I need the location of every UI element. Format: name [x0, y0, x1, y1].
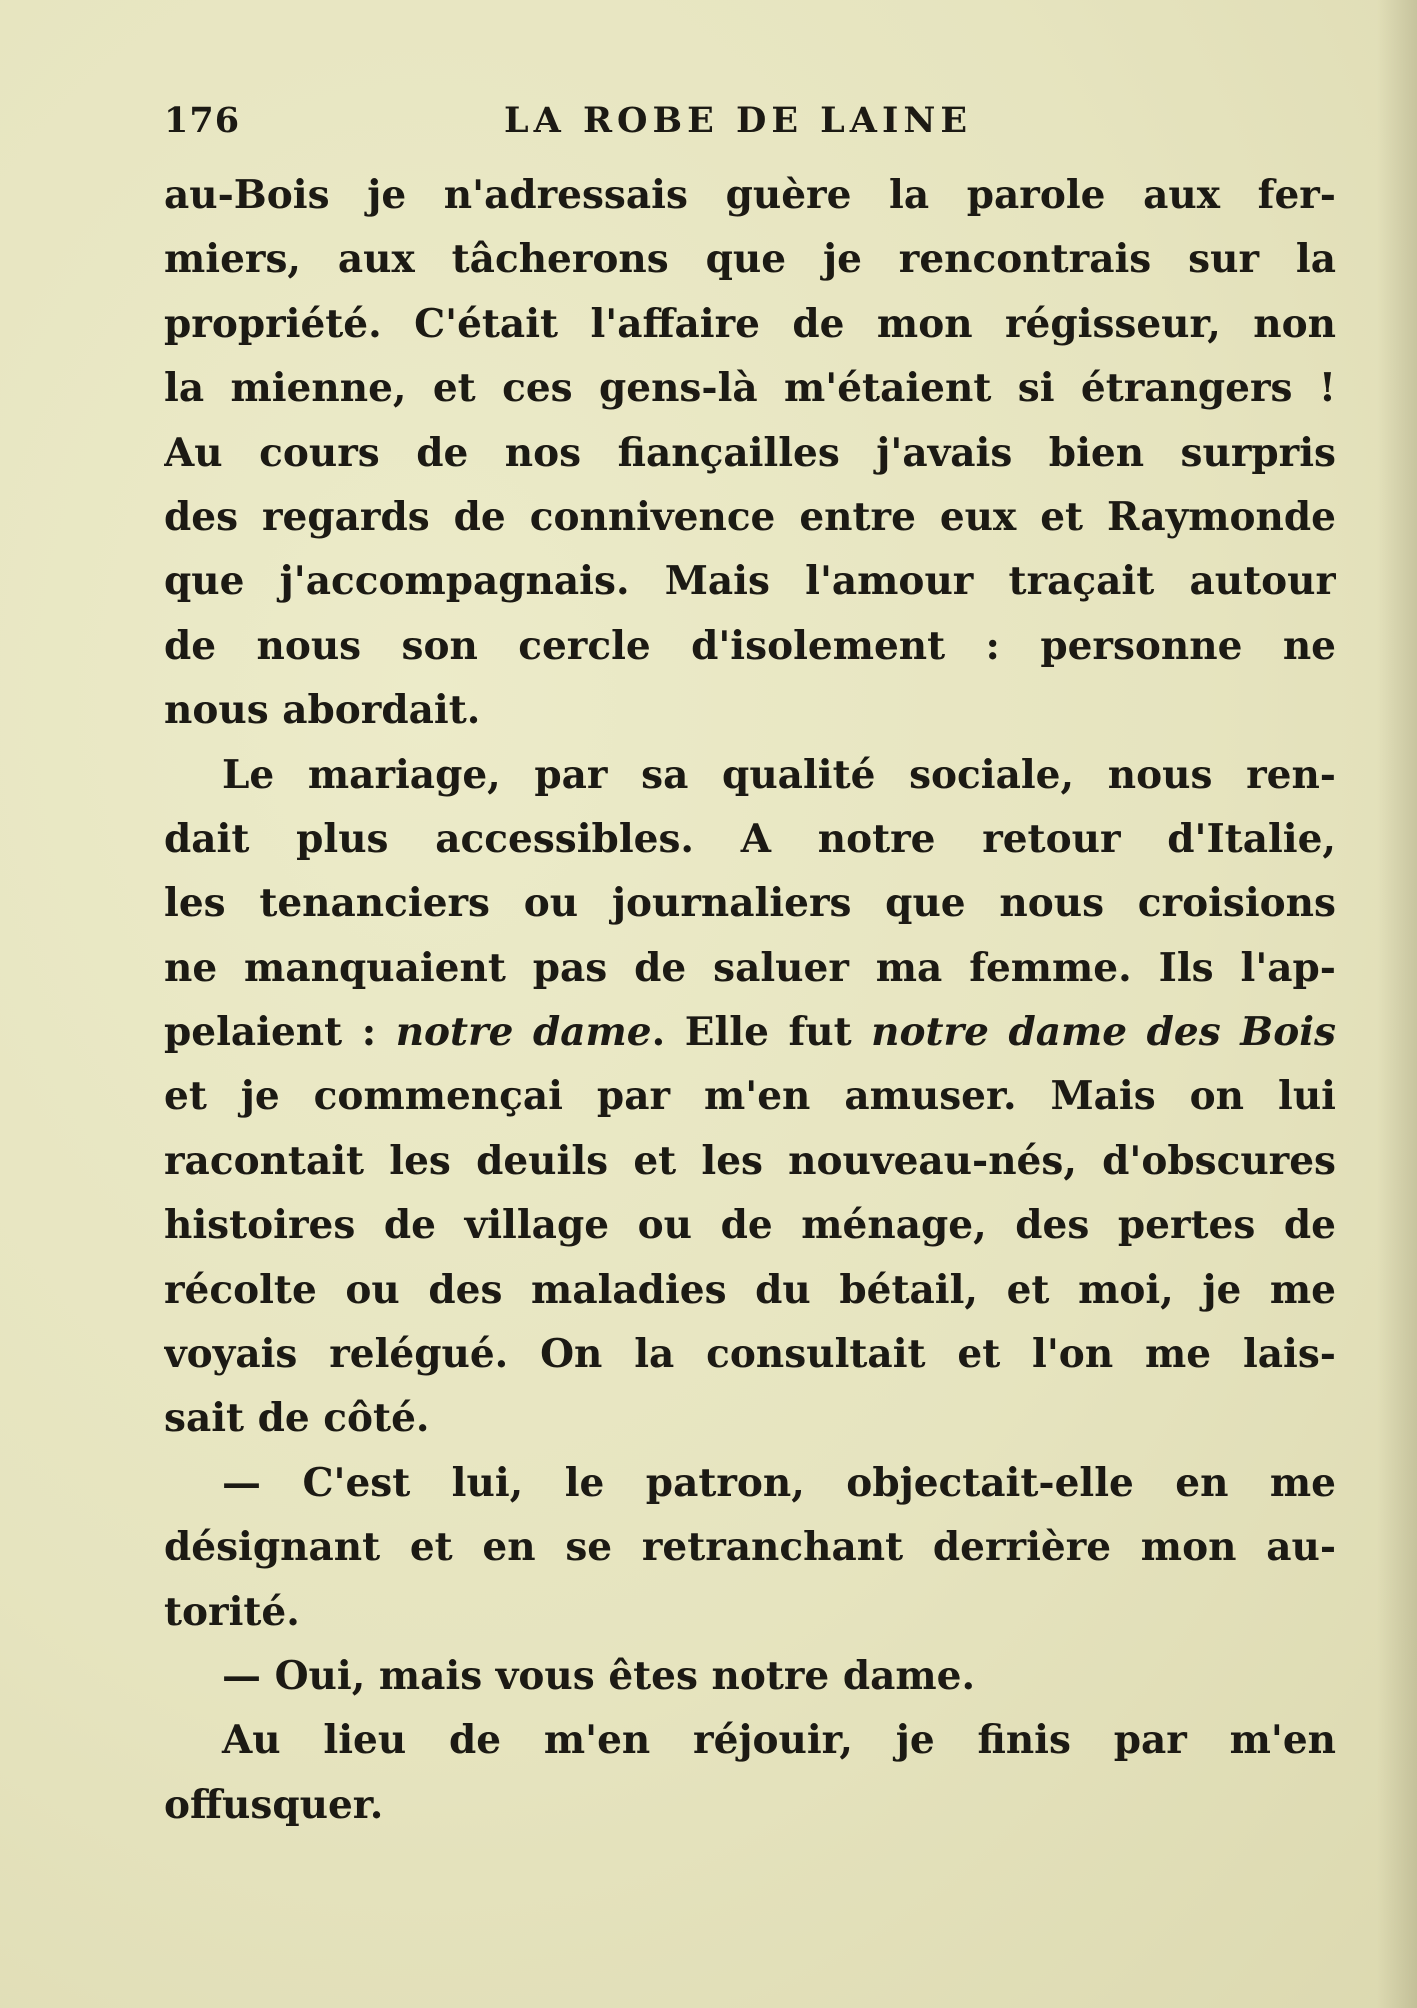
book-page: [164, 0, 1336, 2008]
text-line: Le mariage, par sa qualité sociale, nous ren-: [222, 751, 1336, 798]
text-line: dait plus accessibles. A notre retour d'Italie,: [164, 815, 1336, 862]
text-line: nous abordait.: [164, 687, 481, 734]
body-text: [164, 163, 1336, 1837]
text-line: ne manquaient pas de saluer ma femme. Ils l'ap-: [164, 944, 1336, 991]
text-line: voyais relégué. On la consultait et l'on me lais-: [164, 1331, 1336, 1378]
text-line: des regards de connivence entre eux et Raymonde: [164, 493, 1336, 540]
text-line: de nous son cercle d'isolement : personne ne: [164, 622, 1336, 669]
page-edge-shadow: [1377, 0, 1417, 2008]
dialogue-line: — C'est lui, le patron, objectait-elle en me: [222, 1459, 1336, 1506]
text-line: offusquer.: [164, 1781, 384, 1828]
text-line: les tenanciers ou journaliers que nous croisions: [164, 880, 1336, 927]
text-line: la mienne, et ces gens-là m'étaient si étrangers !: [164, 365, 1336, 412]
text-line: désignant et en se retranchant derrière mon au-: [164, 1524, 1336, 1571]
italic-phrase: notre dame des Bois: [871, 1009, 1336, 1056]
text-line: racontait les deuils et les nouveau-nés, d'obscures: [164, 1137, 1336, 1184]
page-number: 176: [164, 100, 241, 141]
text-line: récolte ou des maladies du bétail, et moi, je me: [164, 1266, 1336, 1313]
text-line: Au cours de nos fiançailles j'avais bien surpris: [164, 429, 1336, 476]
italic-phrase: notre dame: [395, 1009, 652, 1056]
dialogue-line: — Oui, mais vous êtes notre dame.: [222, 1652, 976, 1699]
text-line: et je commençai par m'en amuser. Mais on lui: [164, 1073, 1336, 1120]
text-line: sait de côté.: [164, 1395, 430, 1442]
running-head: [164, 100, 1336, 150]
text-line: propriété. C'était l'affaire de mon régisseur, non: [164, 300, 1336, 347]
running-title: LA ROBE DE LAINE: [504, 100, 972, 141]
text-line: au-Bois je n'adressais guère la parole aux fer-: [164, 172, 1336, 218]
text-line: histoires de village ou de ménage, des pertes de: [164, 1202, 1336, 1249]
text-line: Au lieu de m'en réjouir, je finis par m'en: [222, 1717, 1336, 1764]
text-line: miers, aux tâcherons que je rencontrais sur la: [164, 236, 1336, 283]
text-line: pelaient : notre dame. Elle fut notre dame des Bois: [164, 1009, 1336, 1056]
text-line: torité.: [164, 1588, 300, 1635]
text-line: que j'accompagnais. Mais l'amour traçait autour: [164, 558, 1336, 605]
